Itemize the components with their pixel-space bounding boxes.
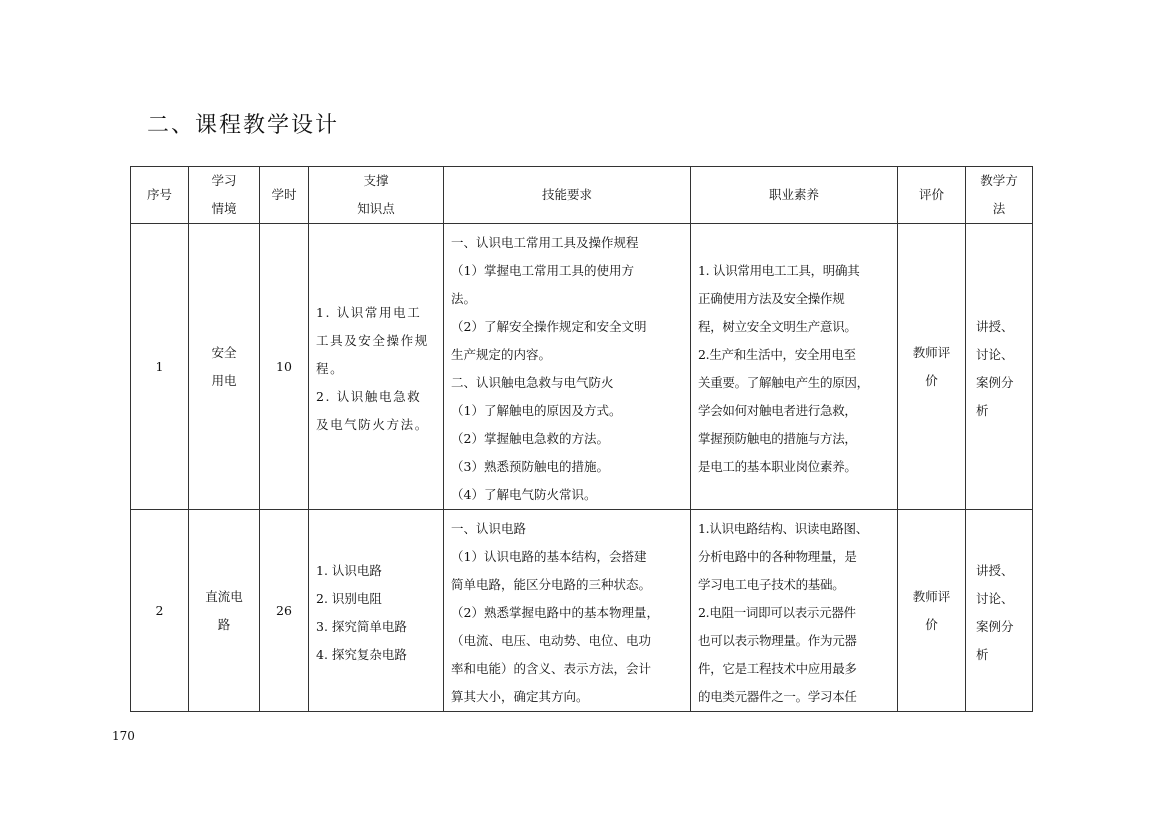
knowledge-line: 2. 认识触电急救: [316, 389, 422, 404]
header-knowledge-line1: 支撑: [363, 173, 389, 188]
row-literacy: [691, 510, 898, 712]
skill-line: 率和电能）的含义、表示方法，会计: [451, 661, 652, 676]
section-title: 二、课程教学设计: [147, 113, 340, 138]
knowledge-line: 4. 探究复杂电路: [316, 647, 407, 662]
header-index: 序号: [131, 167, 189, 224]
skill-line: （4）了解电气防火常识。: [451, 487, 597, 502]
table-row: [131, 224, 1033, 510]
literacy-line: 掌握预防触电的措施与方法，: [698, 431, 857, 446]
knowledge-line: 1. 认识常用电工: [316, 305, 422, 320]
header-evaluation: 评价: [898, 167, 966, 224]
literacy-line: 分析电路中的各种物理量，是: [698, 549, 857, 564]
row-situation: [189, 224, 260, 510]
header-situation-line1: 学习: [211, 173, 237, 188]
literacy-line: 程，树立安全文明生产意识。: [698, 319, 857, 334]
situation-line: 用电: [211, 372, 237, 388]
literacy-line: 件，它是工程技术中应用最多: [698, 661, 857, 676]
row-knowledge: [309, 224, 444, 510]
skill-line: 算其大小，确定其方向。: [451, 689, 589, 704]
table-row: [131, 510, 1033, 712]
method-line: 讨论、: [976, 347, 1014, 362]
literacy-line: 正确使用方法及安全操作规: [698, 291, 845, 306]
row-hours: 26: [260, 510, 309, 712]
row-index: 2: [131, 510, 189, 712]
header-situation-line2: 情境: [211, 201, 237, 216]
knowledge-line: 2. 识别电阻: [316, 591, 382, 606]
knowledge-line: 及电气防火方法。: [316, 417, 429, 432]
literacy-line: 2.电阻一词即可以表示元器件: [698, 605, 856, 620]
knowledge-line: 程。: [316, 361, 345, 376]
header-skills: 技能要求: [444, 167, 691, 224]
method-line: 析: [976, 403, 989, 418]
knowledge-line: 3. 探究简单电路: [316, 619, 407, 634]
literacy-line: 学会如何对触电者进行急救，: [698, 403, 857, 418]
row-hours: 10: [260, 224, 309, 510]
header-method-line1: 教学方: [980, 173, 1018, 188]
method-line: 案例分: [976, 619, 1014, 634]
situation-line: 安全: [211, 344, 237, 360]
header-knowledge-line2: 知识点: [357, 201, 395, 216]
evaluation-line: 教师评: [912, 344, 951, 360]
literacy-line: 关重要。了解触电产生的原因，: [698, 375, 869, 390]
skill-line: （3）熟悉预防触电的措施。: [451, 459, 609, 474]
knowledge-line: 工具及安全操作规: [316, 333, 429, 348]
literacy-line: 1.认识电路结构、识读电路图、: [698, 521, 868, 536]
header-hours: 学时: [260, 167, 309, 224]
evaluation-line: 价: [925, 372, 938, 388]
method-line: 案例分: [976, 375, 1014, 390]
skill-line: 法。: [451, 291, 477, 306]
skill-line: （1）掌握电工常用工具的使用方: [451, 263, 634, 278]
header-literacy: 职业素养: [691, 167, 898, 224]
header-situation: [189, 167, 260, 224]
row-situation: [189, 510, 260, 712]
row-knowledge: [309, 510, 444, 712]
table-header-row: [131, 167, 1033, 224]
literacy-line: 1. 认识常用电工工具，明确其: [698, 263, 860, 278]
situation-line: 路: [217, 616, 231, 632]
literacy-line: 也可以表示物理量。作为元器: [698, 633, 857, 648]
row-method: [966, 224, 1033, 510]
row-index: 1: [131, 224, 189, 510]
literacy-line: 2.生产和生活中，安全用电至: [698, 347, 856, 362]
row-evaluation: [898, 510, 966, 712]
method-line: 讲授、: [976, 563, 1014, 578]
skill-line: 一、认识电路: [451, 521, 527, 536]
method-line: 析: [976, 647, 989, 662]
row-skills: [444, 510, 691, 712]
row-skills: [444, 224, 691, 510]
literacy-line: 是电工的基本职业岗位素养。: [698, 459, 857, 474]
skill-line: （2）了解安全操作规定和安全文明: [451, 319, 647, 334]
header-method-line2: 法: [992, 201, 1006, 216]
literacy-line: 的电类元器件之一。学习本任: [698, 689, 857, 704]
skill-line: （2）掌握触电急救的方法。: [451, 431, 609, 446]
evaluation-line: 教师评: [912, 588, 951, 604]
skill-line: （1）认识电路的基本结构，会搭建: [451, 549, 647, 564]
skill-line: （2）熟悉掌握电路中的基本物理量，: [451, 605, 659, 620]
skill-line: （电流、电压、电动势、电位、电功: [451, 633, 652, 648]
method-line: 讨论、: [976, 591, 1014, 606]
skill-line: 一、认识电工常用工具及操作规程: [451, 235, 639, 250]
page-number: 170: [112, 729, 135, 743]
knowledge-line: 1. 认识电路: [316, 563, 382, 578]
method-line: 讲授、: [976, 319, 1014, 334]
row-literacy: [691, 224, 898, 510]
row-method: [966, 510, 1033, 712]
header-knowledge: [309, 167, 444, 224]
skill-line: 生产规定的内容。: [451, 347, 552, 362]
literacy-line: 学习电工电子技术的基础。: [698, 577, 845, 592]
skill-line: 简单电路，能区分电路的三种状态。: [451, 577, 652, 592]
situation-line: 直流电: [205, 588, 243, 604]
header-method: [966, 167, 1033, 224]
evaluation-line: 价: [925, 616, 938, 632]
skill-line: （1）了解触电的原因及方式。: [451, 403, 622, 418]
row-evaluation: [898, 224, 966, 510]
skill-line: 二、认识触电急救与电气防火: [451, 375, 614, 390]
course-design-table: [130, 166, 1033, 712]
